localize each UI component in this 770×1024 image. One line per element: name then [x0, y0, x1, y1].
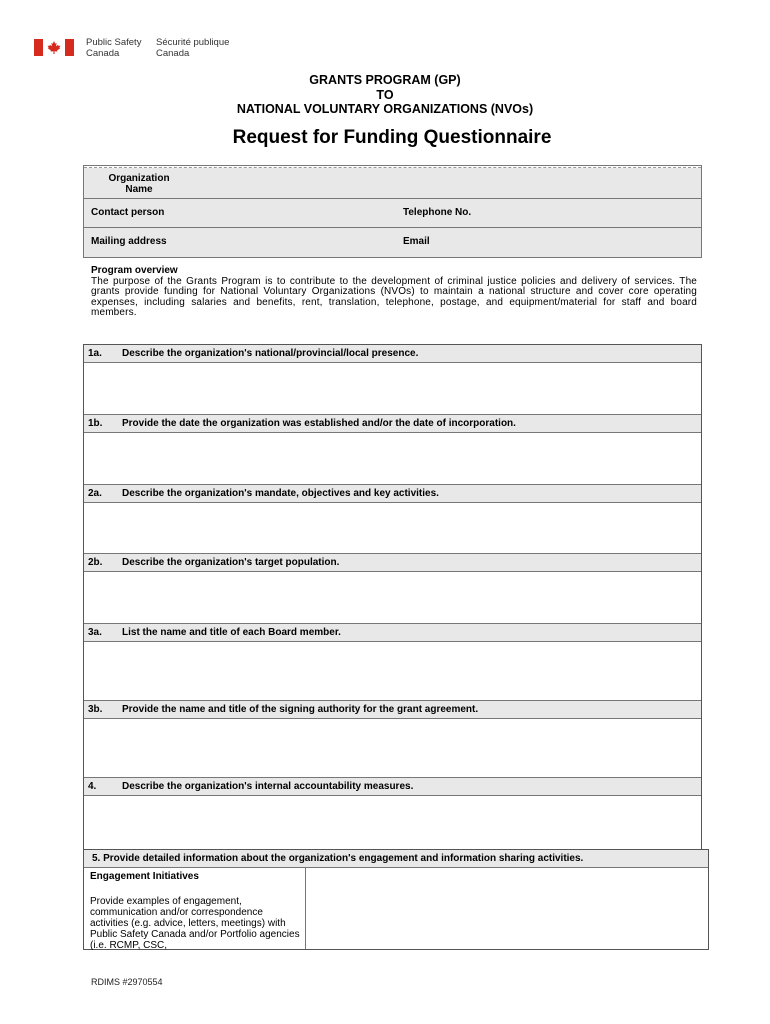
question-4: 4. Describe the organization's internal accountability measures.	[84, 777, 701, 796]
answer-2a-field[interactable]	[84, 503, 701, 553]
answer-1a-field[interactable]	[84, 364, 701, 414]
email-label: Email	[403, 236, 430, 247]
engagement-initiatives-instructions: Provide examples of engagement, communication and/or correspondence activities (e.g. advice, letters, meetings) with Public Safety Canada and/or Portfolio agencies (i.e. RCMP, CSC,	[90, 896, 300, 951]
question-3b: 3b. Provide the name and title of the signing authority for the grant agreement.	[84, 700, 701, 719]
program-overview-heading: Program overview	[91, 265, 178, 276]
engagement-section	[83, 849, 709, 950]
program-title: GRANTS PROGRAM (GP) TO NATIONAL VOLUNTARY ORGANIZATIONS (NVOs)	[236, 73, 534, 116]
page-title: Request for Funding Questionnaire	[232, 127, 552, 148]
question-2b: 2b. Describe the organization's target population.	[84, 553, 701, 572]
mailing-address-label: Mailing address	[91, 236, 167, 247]
answer-1b-field[interactable]	[84, 433, 701, 484]
address-row[interactable]	[84, 228, 701, 257]
organization-name-label: Organization	[108, 173, 170, 184]
answer-3a-field[interactable]	[84, 642, 701, 700]
document-reference: RDIMS #2970554	[91, 977, 163, 987]
answer-2b-field[interactable]	[84, 572, 701, 623]
question-2a: 2a. Describe the organization's mandate, objectives and key activities.	[84, 484, 701, 503]
organization-name-row[interactable]: Organization Name	[84, 168, 701, 199]
answer-4-field[interactable]	[84, 796, 701, 853]
program-overview	[91, 266, 697, 319]
organization-info-table	[83, 165, 702, 258]
department-name-french: Sécurité publique Canada	[156, 37, 230, 59]
canada-flag-icon	[34, 39, 74, 56]
engagement-initiatives-label: Engagement Initiatives	[90, 871, 199, 882]
department-name-english: Public Safety Canada	[86, 37, 142, 59]
question-3a: 3a. List the name and title of each Board member.	[84, 623, 701, 642]
question-5: 5. Provide detailed information about the organization's engagement and information sharing activities.	[84, 850, 708, 868]
answer-3b-field[interactable]	[84, 719, 701, 777]
contact-row[interactable]	[84, 199, 701, 228]
engagement-answer-field[interactable]	[306, 868, 708, 949]
contact-person-label: Contact person	[91, 207, 165, 218]
program-overview-text: The purpose of the Grants Program is to contribute to the development of criminal justice policies and delivery of services. The grants provide funding for National Voluntary Organizations (NVOs) to maintain a national structure and cover core operating expenses, including salaries and benefits, rent, translation, telephone, postage, and equipment/material for staff and board members.	[91, 275, 697, 318]
question-1b: 1b. Provide the date the organization was established and/or the date of incorporation.	[84, 414, 701, 433]
telephone-label: Telephone No.	[403, 207, 472, 218]
question-1a: 1a. Describe the organization's national/provincial/local presence.	[84, 345, 701, 363]
questions-box	[83, 344, 702, 854]
